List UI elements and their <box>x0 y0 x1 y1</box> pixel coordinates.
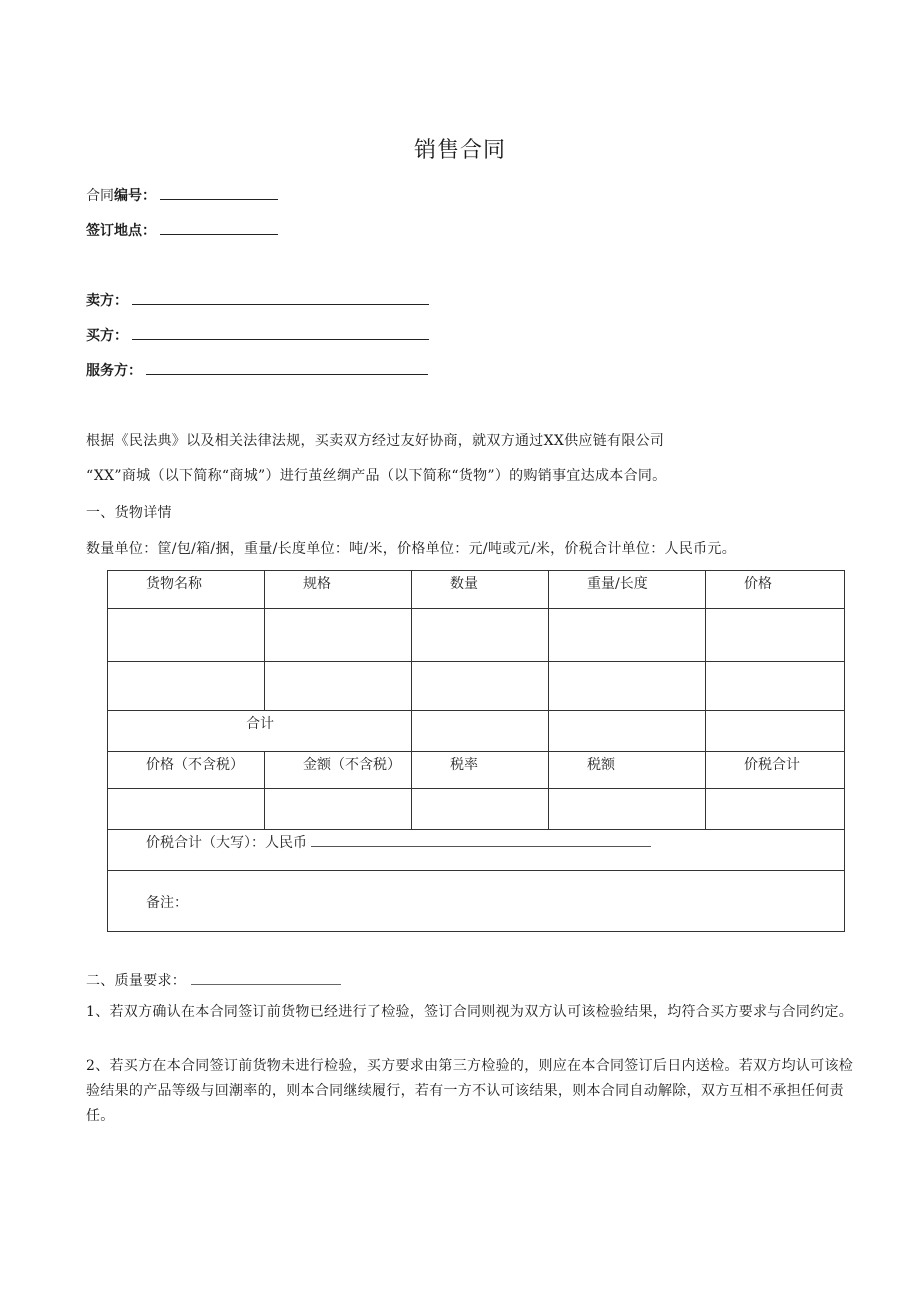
table-cell[interactable] <box>412 662 549 711</box>
table-cell[interactable] <box>549 711 706 752</box>
table-cell[interactable] <box>108 609 265 662</box>
table-cell[interactable] <box>265 789 412 830</box>
units-description: 数量单位：筐/包/箱/捆，重量/长度单位：吨/米，价格单位：元/吨或元/米，价税合计单位：人民币元。 <box>86 541 737 557</box>
header-spec: 规格 <box>265 571 412 609</box>
table-cell[interactable] <box>549 662 706 711</box>
capital-amount-blank[interactable] <box>311 834 651 847</box>
contract-number-blank[interactable] <box>160 185 278 200</box>
header-tax-rate: 税率 <box>412 752 549 789</box>
table-header-row <box>108 571 845 609</box>
header-total-incl-tax: 价税合计 <box>706 752 845 789</box>
section-2-heading: 二、质量要求： <box>86 973 187 989</box>
table-cell[interactable] <box>412 789 549 830</box>
remark-cell[interactable] <box>108 871 845 932</box>
buyer-label: 买方： <box>86 328 128 344</box>
capital-amount-cell[interactable] <box>108 830 845 871</box>
header-goods-name: 货物名称 <box>108 571 265 609</box>
header-quantity: 数量 <box>412 571 549 609</box>
buyer-blank[interactable] <box>132 325 429 340</box>
table-cell[interactable] <box>108 662 265 711</box>
seller-field <box>86 290 429 310</box>
header-weight-length: 重量/长度 <box>549 571 706 609</box>
table-cell[interactable] <box>706 789 845 830</box>
quality-blank[interactable] <box>191 972 341 985</box>
capital-amount-label: 价税合计（大写）：人民币 <box>146 835 307 851</box>
seller-blank[interactable] <box>132 290 429 305</box>
seller-label: 卖方： <box>86 293 128 309</box>
remark-label: 备注： <box>146 895 188 911</box>
total-row <box>108 711 845 752</box>
contract-number-label-b: 编号： <box>114 188 156 204</box>
intro-line-2: “XX”商城（以下简称“商城”）进行茧丝绸产品（以下简称“货物”）的购销事宜达成本合同。 <box>86 468 667 484</box>
table-row <box>108 609 845 662</box>
table-cell[interactable] <box>412 609 549 662</box>
section-2-heading-line <box>86 970 341 990</box>
table-row <box>108 789 845 830</box>
tax-header-row <box>108 752 845 789</box>
quality-item-1: 1、若双方确认在本合同签订前货物已经进行了检验，签订合同则视为双方认可该检验结果，均符合买方要求与合同约定。 <box>86 1004 854 1020</box>
table-cell[interactable] <box>706 609 845 662</box>
table-row <box>108 662 845 711</box>
contract-number-label-a: 合同 <box>86 188 114 204</box>
goods-table <box>107 570 845 932</box>
page-title: 销售合同 <box>413 138 506 163</box>
section-1-heading: 一、货物详情 <box>86 505 172 521</box>
table-cell[interactable] <box>265 609 412 662</box>
total-label: 合计 <box>108 711 412 752</box>
sign-place-field <box>86 220 278 240</box>
table-cell[interactable] <box>706 662 845 711</box>
quality-item-2: 2、若买方在本合同签订前货物未进行检验，买方要求由第三方检验的，则应在本合同签订后日内送检。若双方均认可该检验结果的产品等级与回潮率的，则本合同继续履行，若有一方不认可该结果，则本合同自动解除，双方互相不承担任何责任。 <box>86 1058 854 1124</box>
sign-place-blank[interactable] <box>160 220 278 235</box>
buyer-field <box>86 325 429 345</box>
table-cell[interactable] <box>549 789 706 830</box>
table-cell[interactable] <box>265 662 412 711</box>
header-price-excl-tax: 价格（不含税） <box>108 752 265 789</box>
header-tax-amount: 税额 <box>549 752 706 789</box>
contract-number-field <box>86 185 278 205</box>
intro-line-1: 根据《民法典》以及相关法律法规，买卖双方经过友好协商，就双方通过XX供应链有限公司 <box>86 433 665 449</box>
sign-place-label: 签订地点： <box>86 223 156 239</box>
capital-amount-row <box>108 830 845 871</box>
header-amount-excl-tax: 金额（不含税） <box>265 752 412 789</box>
table-cell[interactable] <box>108 789 265 830</box>
table-cell[interactable] <box>412 711 549 752</box>
table-cell[interactable] <box>549 609 706 662</box>
table-cell[interactable] <box>706 711 845 752</box>
service-blank[interactable] <box>146 360 428 375</box>
header-price: 价格 <box>706 571 845 609</box>
service-label: 服务方： <box>86 363 142 379</box>
remark-row <box>108 871 845 932</box>
service-field <box>86 360 428 380</box>
